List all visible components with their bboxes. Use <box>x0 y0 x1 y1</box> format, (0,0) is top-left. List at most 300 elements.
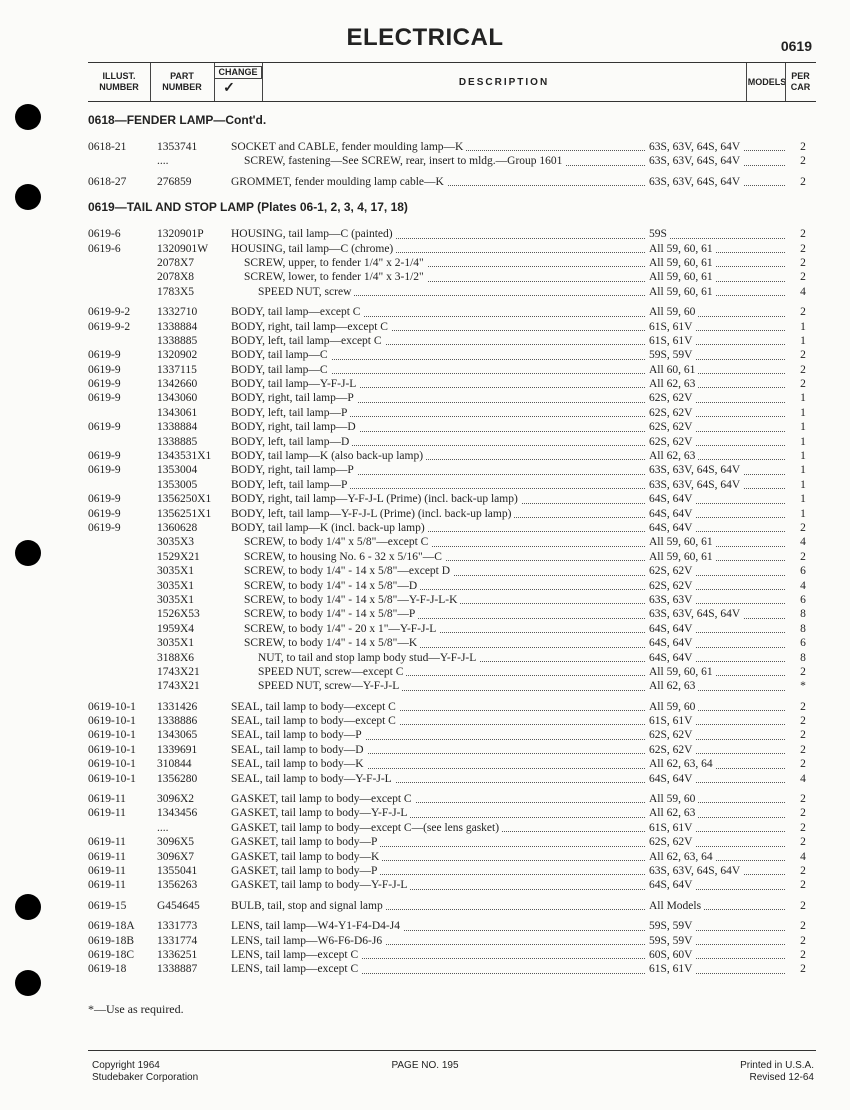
illus-number: 0619-10-1 <box>88 715 136 728</box>
models: All 59, 60, 61 <box>649 270 785 284</box>
table-row <box>88 962 818 976</box>
part-number: 1353741 <box>157 141 198 153</box>
table-row <box>88 285 818 299</box>
per-car-qty: 1 <box>800 421 806 434</box>
per-car-qty: 4 <box>800 536 806 549</box>
models: All 59, 60, 61 <box>649 665 785 679</box>
table-row <box>88 948 818 962</box>
models: 61S, 61V <box>649 320 785 334</box>
part-number: G454645 <box>157 899 200 912</box>
description: SEAL, tail lamp to body—except C <box>231 714 645 728</box>
description: BODY, left, tail lamp—Y-F-J-L (Prime) (incl. back-up lamp) <box>231 507 645 521</box>
per-car-qty: 2 <box>800 256 806 269</box>
per-car-qty: 1 <box>800 435 806 448</box>
table-row <box>88 919 818 933</box>
description: SEAL, tail lamp to body—Y-F-J-L <box>231 772 645 786</box>
per-car-qty: 2 <box>800 155 806 168</box>
part-number: 310844 <box>157 758 192 771</box>
models: 62S, 62V <box>649 743 785 757</box>
per-car-qty: 2 <box>800 349 806 362</box>
illus-number: 0619-9 <box>88 392 121 405</box>
part-number: 1356250X1 <box>157 493 212 506</box>
per-car-qty: 4 <box>800 285 806 298</box>
footer-copyright: Copyright 1964 Studebaker Corporation <box>92 1060 199 1083</box>
part-number: .... <box>157 155 169 168</box>
per-car-qty: 2 <box>800 948 806 961</box>
description: SEAL, tail lamp to body—except C <box>231 700 645 714</box>
table-row <box>88 320 818 334</box>
illus-number: 0619-18 <box>88 963 127 976</box>
description: GASKET, tail lamp to body—P <box>231 835 645 849</box>
table-row <box>88 864 818 878</box>
part-number: 1331426 <box>157 700 198 713</box>
models: All 59, 60, 61 <box>649 285 785 299</box>
models: 59S, 59V <box>649 348 785 362</box>
table-row <box>88 878 818 892</box>
per-car-qty: 1 <box>800 320 806 333</box>
illus-number: 0619-9 <box>88 421 121 434</box>
part-number: 1353005 <box>157 478 198 491</box>
illus-number: 0619-9 <box>88 450 121 463</box>
illus-number: 0619-11 <box>88 864 126 877</box>
illus-number: 0619-10-1 <box>88 743 136 756</box>
binder-hole-1 <box>15 104 41 130</box>
per-car-qty: 8 <box>800 651 806 664</box>
table-row <box>88 535 818 549</box>
illus-number: 0618-21 <box>88 141 127 153</box>
illus-number: 0619-15 <box>88 899 127 912</box>
illus-number: 0619-9 <box>88 349 121 362</box>
description: SEAL, tail lamp to body—P <box>231 728 645 742</box>
description: BODY, tail lamp—C <box>231 348 645 362</box>
part-number: 1331773 <box>157 920 198 933</box>
description: BODY, left, tail lamp—P <box>231 478 645 492</box>
description: GASKET, tail lamp to body—except C—(see lens gasket) <box>231 821 645 835</box>
models: 62S, 62V <box>649 420 785 434</box>
description: BODY, left, tail lamp—D <box>231 435 645 449</box>
per-car-qty: 1 <box>800 507 806 520</box>
part-number: 1360628 <box>157 521 198 534</box>
table-row <box>88 305 818 319</box>
part-number: 1338885 <box>157 435 198 448</box>
part-number: 1343456 <box>157 807 198 820</box>
part-number: 1743X21 <box>157 680 200 693</box>
description: GASKET, tail lamp to body—Y-F-J-L <box>231 806 645 820</box>
parts-list <box>88 112 818 977</box>
part-number: 1338886 <box>157 715 198 728</box>
table-row <box>88 449 818 463</box>
illus-number-header: ILLUST. NUMBER <box>99 71 139 92</box>
per-car-qty: 2 <box>800 729 806 742</box>
models: All Models <box>649 899 785 913</box>
description: GASKET, tail lamp to body—except C <box>231 792 645 806</box>
part-number: 1338887 <box>157 963 198 976</box>
per-car-qty: 2 <box>800 920 806 933</box>
per-car-qty: 2 <box>800 700 806 713</box>
per-car-qty: 8 <box>800 608 806 621</box>
table-row <box>88 564 818 578</box>
table-row <box>88 607 818 621</box>
description: BODY, right, tail lamp—D <box>231 420 645 434</box>
models: All 59, 60 <box>649 305 785 319</box>
per-car-qty: 4 <box>800 579 806 592</box>
illus-number: 0619-11 <box>88 807 126 820</box>
models-header: MODELS <box>747 76 787 87</box>
per-car-qty: 2 <box>800 665 806 678</box>
description: BODY, tail lamp—Y-F-J-L <box>231 377 645 391</box>
table-row <box>88 270 818 284</box>
description: SPEED NUT, screw <box>258 285 645 299</box>
part-number: 1320902 <box>157 349 198 362</box>
part-number: 1320901W <box>157 242 209 255</box>
part-number: 1343060 <box>157 392 198 405</box>
illus-number: 0619-9 <box>88 464 121 477</box>
section-heading: 0618—FENDER LAMP—Cont'd. <box>88 113 267 127</box>
part-number: 1355041 <box>157 864 198 877</box>
per-car-qty: 2 <box>800 242 806 255</box>
part-number: 1338884 <box>157 421 198 434</box>
footer-rule <box>88 1050 816 1051</box>
description: LENS, tail lamp—except C <box>231 962 645 976</box>
description: SPEED NUT, screw—except C <box>258 665 645 679</box>
table-row <box>88 154 818 168</box>
per-car-qty: 2 <box>800 879 806 892</box>
table-row <box>88 679 818 693</box>
table-row <box>88 256 818 270</box>
part-number: 3035X1 <box>157 637 195 650</box>
models: All 62, 63 <box>649 679 785 693</box>
illus-number: 0619-6 <box>88 242 121 255</box>
per-car-qty: 2 <box>800 758 806 771</box>
description: BODY, right, tail lamp—Y-F-J-L (Prime) (incl. back-up lamp) <box>231 492 645 506</box>
per-car-qty: 2 <box>800 306 806 319</box>
per-car-qty: 1 <box>800 478 806 491</box>
description: LENS, tail lamp—W4-Y1-F4-D4-J4 <box>231 919 645 933</box>
part-number: 2078X7 <box>157 256 195 269</box>
binder-hole-5 <box>15 970 41 996</box>
description: SCREW, to body 1/4" - 14 x 5/8"—P <box>244 607 645 621</box>
part-number: 3035X1 <box>157 565 195 578</box>
table-row <box>88 478 818 492</box>
models: All 59, 60 <box>649 700 785 714</box>
table-row <box>88 242 818 256</box>
table-row <box>88 700 818 714</box>
table-row <box>88 714 818 728</box>
description: BULB, tail, stop and signal lamp <box>231 899 645 913</box>
table-row <box>88 507 818 521</box>
part-number: 2078X8 <box>157 271 195 284</box>
illus-number: 0619-9 <box>88 521 121 534</box>
models: All 59, 60, 61 <box>649 242 785 256</box>
section-heading: 0619—TAIL AND STOP LAMP (Plates 06-1, 2, 3, 4, 17, 18) <box>88 200 408 215</box>
per-car-qty: 1 <box>800 334 806 347</box>
illus-number: 0619-11 <box>88 879 126 892</box>
part-number: 1743X21 <box>157 665 200 678</box>
per-car-qty: 2 <box>800 807 806 820</box>
models: 63S, 63V, 64S, 64V <box>649 463 785 477</box>
part-number: 1959X4 <box>157 622 195 635</box>
models: 63S, 63V, 64S, 64V <box>649 175 785 189</box>
part-number: 1356263 <box>157 879 198 892</box>
per-car-qty: 2 <box>800 550 806 563</box>
per-car-qty: 2 <box>800 793 806 806</box>
table-row <box>88 175 818 189</box>
models: All 59, 60, 61 <box>649 256 785 270</box>
description: SCREW, fastening—See SCREW, rear, insert to mldg.—Group 1601 <box>244 154 645 168</box>
table-row <box>88 792 818 806</box>
illus-number: 0619-10-1 <box>88 758 136 771</box>
part-number: 1332710 <box>157 306 198 319</box>
models: 64S, 64V <box>649 636 785 650</box>
models: 63S, 63V, 64S, 64V <box>649 154 785 168</box>
table-row <box>88 772 818 786</box>
table-row <box>88 806 818 820</box>
illus-number: 0619-9 <box>88 378 121 391</box>
illus-number: 0619-9 <box>88 507 121 520</box>
table-row <box>88 227 818 241</box>
illus-number: 0619-18A <box>88 920 135 933</box>
part-number: 1529X21 <box>157 550 200 563</box>
table-row <box>88 391 818 405</box>
models: All 62, 63, 64 <box>649 757 785 771</box>
description: SCREW, to body 1/4" - 14 x 5/8"—K <box>244 636 645 650</box>
table-row <box>88 651 818 665</box>
description: BODY, tail lamp—K (incl. back-up lamp) <box>231 521 645 535</box>
table-row <box>88 420 818 434</box>
models: 62S, 62V <box>649 579 785 593</box>
binder-hole-2 <box>15 184 41 210</box>
per-car-qty: 2 <box>800 228 806 241</box>
description: SCREW, to body 1/4" - 20 x 1"—Y-F-J-L <box>244 622 645 636</box>
per-car-qty: 2 <box>800 175 806 188</box>
part-number: 1353004 <box>157 464 198 477</box>
per-car-qty: 1 <box>800 406 806 419</box>
part-number-header: PART NUMBER <box>162 71 202 92</box>
per-car-qty: 1 <box>800 493 806 506</box>
illus-number: 0619-9 <box>88 493 121 506</box>
models: All 62, 63, 64 <box>649 850 785 864</box>
table-row <box>88 934 818 948</box>
part-number: 1336251 <box>157 948 198 961</box>
binder-hole-3 <box>15 540 41 566</box>
part-number: 3096X2 <box>157 793 195 806</box>
table-row <box>88 521 818 535</box>
footer-print-info: Printed in U.S.A. Revised 12-64 <box>740 1060 814 1083</box>
models: 62S, 62V <box>649 391 785 405</box>
description: SCREW, to body 1/4" x 5/8"—except C <box>244 535 645 549</box>
models: 64S, 64V <box>649 878 785 892</box>
description: BODY, left, tail lamp—except C <box>231 334 645 348</box>
table-row <box>88 550 818 564</box>
description: BODY, tail lamp—K (also back-up lamp) <box>231 449 645 463</box>
illus-number: 0619-10-1 <box>88 772 136 785</box>
models: 63S, 63V, 64S, 64V <box>649 864 785 878</box>
per-car-qty: 2 <box>800 836 806 849</box>
part-number: 1337115 <box>157 363 197 376</box>
models: All 62, 63 <box>649 806 785 820</box>
table-row <box>88 492 818 506</box>
models: All 59, 60 <box>649 792 785 806</box>
description: GASKET, tail lamp to body—Y-F-J-L <box>231 878 645 892</box>
per-car-header: PER CAR <box>790 71 811 92</box>
description: LENS, tail lamp—W6-F6-D6-J6 <box>231 934 645 948</box>
per-car-qty: 4 <box>800 772 806 785</box>
binder-hole-4 <box>15 894 41 920</box>
part-number: 3096X5 <box>157 836 195 849</box>
models: 64S, 64V <box>649 651 785 665</box>
per-car-qty: 4 <box>800 850 806 863</box>
description: LENS, tail lamp—except C <box>231 948 645 962</box>
description: GASKET, tail lamp to body—K <box>231 850 645 864</box>
illus-number: 0619-9 <box>88 363 121 376</box>
illus-number: 0619-6 <box>88 228 121 241</box>
per-car-qty: 2 <box>800 821 806 834</box>
part-number: 1338884 <box>157 320 198 333</box>
per-car-qty: 8 <box>800 622 806 635</box>
table-row <box>88 899 818 913</box>
models: All 59, 60, 61 <box>649 550 785 564</box>
models: 64S, 64V <box>649 521 785 535</box>
per-car-qty: 1 <box>800 392 806 405</box>
table-row <box>88 377 818 391</box>
section-code: 0619 <box>780 38 812 54</box>
per-car-qty: 2 <box>800 899 806 912</box>
models: 61S, 61V <box>649 334 785 348</box>
table-row <box>88 636 818 650</box>
table-row <box>88 821 818 835</box>
models: 59S, 59V <box>649 934 785 948</box>
part-number: .... <box>157 821 169 834</box>
per-car-qty: 6 <box>800 637 806 650</box>
illus-number: 0618-27 <box>88 175 127 188</box>
per-car-qty: 2 <box>800 141 806 153</box>
part-number: 3096X7 <box>157 850 195 863</box>
part-number: 3035X3 <box>157 536 195 549</box>
illus-number: 0619-11 <box>88 836 126 849</box>
part-number: 1339691 <box>157 743 198 756</box>
table-row <box>88 665 818 679</box>
table-row <box>88 140 818 154</box>
table-row <box>88 593 818 607</box>
table-row <box>88 579 818 593</box>
description: SCREW, to body 1/4" - 14 x 5/8"—except D <box>244 564 645 578</box>
per-car-qty: 2 <box>800 521 806 534</box>
description: SEAL, tail lamp to body—D <box>231 743 645 757</box>
part-number: 1343065 <box>157 729 198 742</box>
illus-number: 0619-11 <box>88 793 126 806</box>
per-car-qty: 1 <box>800 450 806 463</box>
part-number: 1338885 <box>157 334 198 347</box>
table-row <box>88 743 818 757</box>
part-number: 3035X1 <box>157 579 195 592</box>
table-row <box>88 757 818 771</box>
illus-number: 0619-10-1 <box>88 729 136 742</box>
models: 60S, 60V <box>649 948 785 962</box>
description: SOCKET and CABLE, fender moulding lamp—K <box>231 140 645 154</box>
description: SEAL, tail lamp to body—K <box>231 757 645 771</box>
part-number: 1783X5 <box>157 285 195 298</box>
illus-number: 0619-9-2 <box>88 320 131 333</box>
part-number: 1343061 <box>157 406 198 419</box>
per-car-qty: 1 <box>800 464 806 477</box>
per-car-qty: 2 <box>800 378 806 391</box>
description: BODY, right, tail lamp—except C <box>231 320 645 334</box>
table-row <box>88 622 818 636</box>
per-car-qty: 6 <box>800 593 806 606</box>
footnote: *—Use as required. <box>88 1002 184 1016</box>
models: 62S, 62V <box>649 564 785 578</box>
models: 64S, 64V <box>649 622 785 636</box>
part-number: 1320901P <box>157 228 204 241</box>
part-number: 1343531X1 <box>157 450 212 463</box>
models: 64S, 64V <box>649 772 785 786</box>
illus-number: 0619-18C <box>88 948 134 961</box>
models: All 62, 63 <box>649 449 785 463</box>
per-car-qty: * <box>800 680 806 693</box>
models: 59S, 59V <box>649 919 785 933</box>
column-header-row <box>88 62 816 102</box>
models: 63S, 63V <box>649 593 785 607</box>
description: BODY, left, tail lamp—P <box>231 406 645 420</box>
description: BODY, tail lamp—C <box>231 363 645 377</box>
models: All 59, 60, 61 <box>649 535 785 549</box>
description: SPEED NUT, screw—Y-F-J-L <box>258 679 645 693</box>
models: 63S, 63V, 64S, 64V <box>649 607 785 621</box>
table-row <box>88 406 818 420</box>
description: BODY, right, tail lamp—P <box>231 463 645 477</box>
description: HOUSING, tail lamp—C (painted) <box>231 227 645 241</box>
models: 64S, 64V <box>649 492 785 506</box>
models: 62S, 62V <box>649 728 785 742</box>
part-number: 1526X53 <box>157 608 200 621</box>
models: 63S, 63V, 64S, 64V <box>649 478 785 492</box>
models: 61S, 61V <box>649 821 785 835</box>
part-number: 1342660 <box>157 378 198 391</box>
table-row <box>88 348 818 362</box>
description: GASKET, tail lamp to body—P <box>231 864 645 878</box>
models: 62S, 62V <box>649 406 785 420</box>
models: All 62, 63 <box>649 377 785 391</box>
part-number: 3035X1 <box>157 593 195 606</box>
per-car-qty: 2 <box>800 363 806 376</box>
part-number: 276859 <box>157 175 192 188</box>
per-car-qty: 2 <box>800 963 806 976</box>
description: SCREW, upper, to fender 1/4" x 2-1/4" <box>244 256 645 270</box>
description: SCREW, to housing No. 6 - 32 x 5/16"—C <box>244 550 645 564</box>
description: BODY, tail lamp—except C <box>231 305 645 319</box>
description: GROMMET, fender moulding lamp cable—K <box>231 175 645 189</box>
description: HOUSING, tail lamp—C (chrome) <box>231 242 645 256</box>
per-car-qty: 2 <box>800 743 806 756</box>
per-car-qty: 2 <box>800 864 806 877</box>
models: 61S, 61V <box>649 962 785 976</box>
description: SCREW, to body 1/4" - 14 x 5/8"—Y-F-J-L-K <box>244 593 645 607</box>
models: 59S <box>649 227 785 241</box>
description-header: DESCRIPTION <box>458 76 550 88</box>
part-number: 3188X6 <box>157 651 195 664</box>
table-row <box>88 334 818 348</box>
part-number: 1356280 <box>157 772 198 785</box>
change-header: CHANGE ✓ <box>214 63 262 104</box>
page-title: ELECTRICAL <box>346 24 504 51</box>
models: 64S, 64V <box>649 507 785 521</box>
models: 61S, 61V <box>649 714 785 728</box>
table-row <box>88 728 818 742</box>
description: SCREW, to body 1/4" - 14 x 5/8"—D <box>244 579 645 593</box>
table-row <box>88 463 818 477</box>
per-car-qty: 6 <box>800 565 806 578</box>
models: 62S, 62V <box>649 835 785 849</box>
